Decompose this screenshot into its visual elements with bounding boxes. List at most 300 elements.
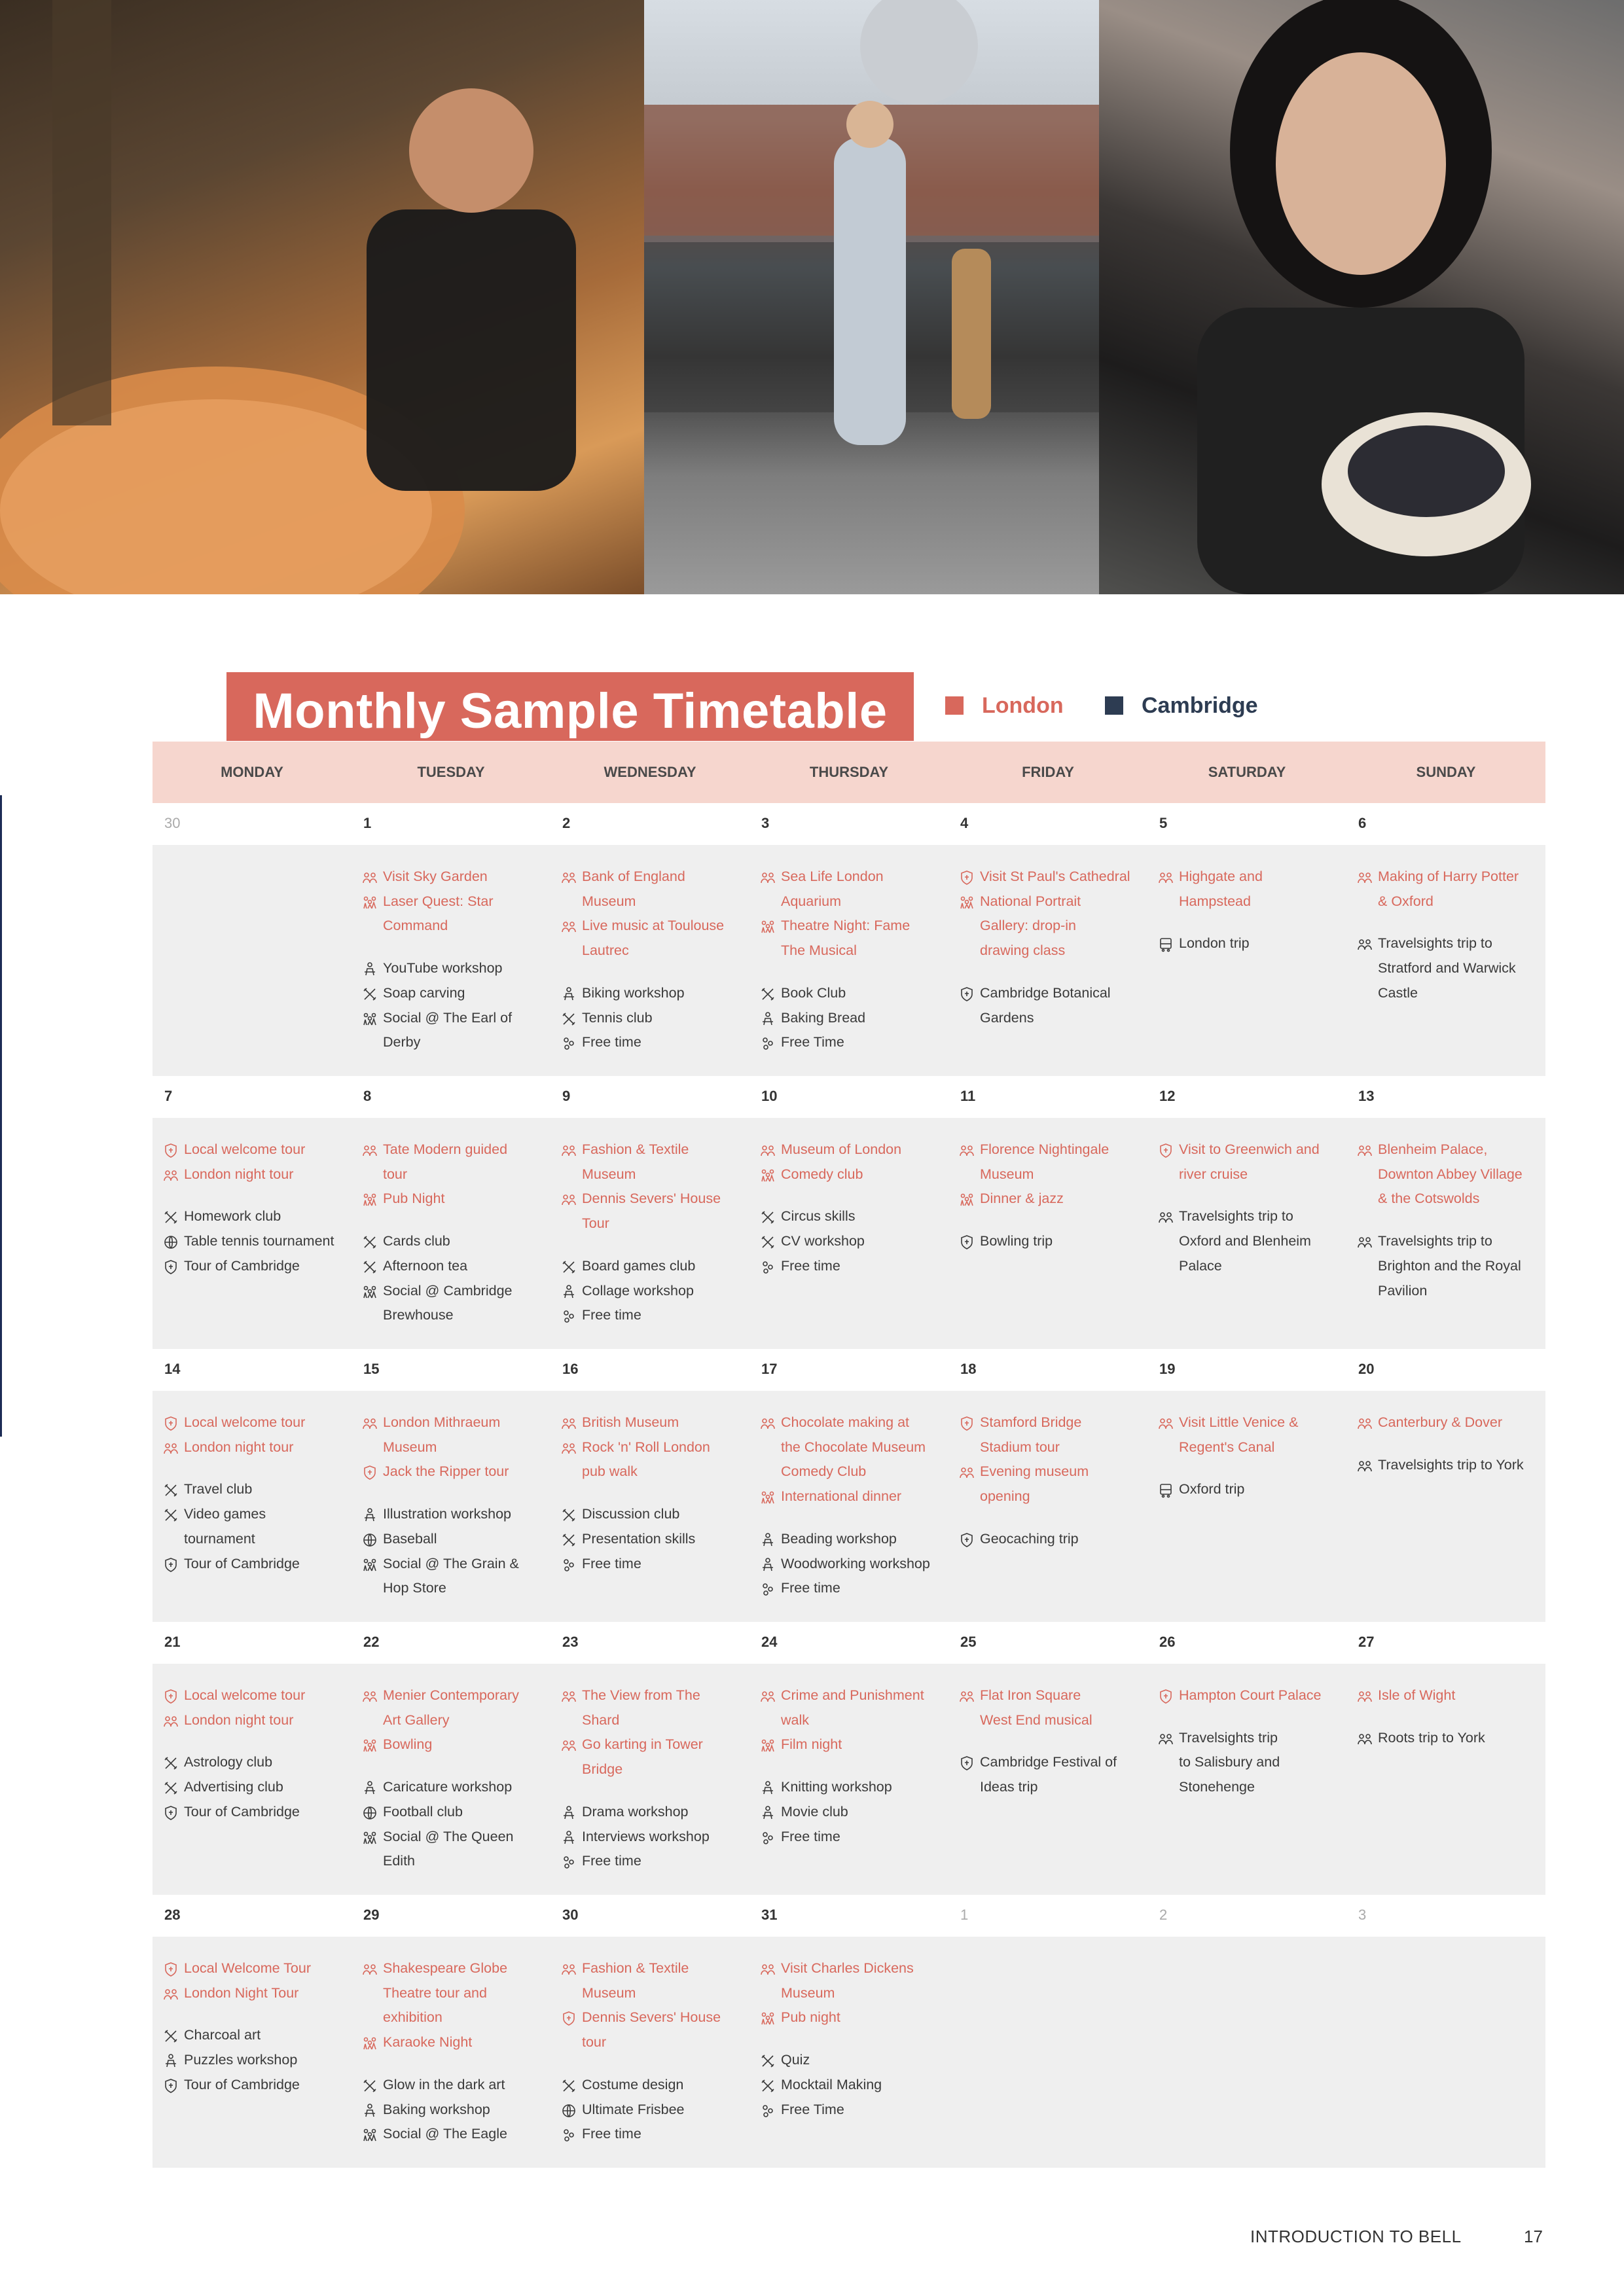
london-activity: [959, 1484, 1149, 1509]
cambridge-activity: [163, 2048, 353, 2073]
party-icon: [362, 1737, 378, 1753]
activity-list: [561, 1410, 751, 1576]
cambridge-activity: [362, 2073, 552, 2098]
activity-text: Film night: [781, 1736, 842, 1753]
london-activity: [1357, 1138, 1547, 1162]
cambridge-activity: [362, 1254, 552, 1279]
london-activity: [561, 1460, 751, 1484]
group-icon: [1158, 1209, 1174, 1225]
group-icon: [362, 1688, 378, 1704]
activity-text: Shard: [582, 1712, 620, 1728]
day-number: 20: [1358, 1361, 1375, 1377]
tools-icon: [561, 1011, 577, 1026]
london-activity: [760, 1435, 950, 1460]
cambridge-activity: [760, 1576, 950, 1601]
activity-text: Museum: [582, 893, 636, 909]
activity-text: Brighton and the Royal: [1378, 1257, 1521, 1274]
day-number: 10: [761, 1088, 778, 1104]
activity-text: Regent's Canal: [1179, 1439, 1275, 1455]
tools-icon: [362, 986, 378, 1001]
activity-text: Crime and Punishment: [781, 1687, 924, 1703]
activity-text: Karaoke Night: [383, 2034, 473, 2051]
activity-text: Command: [383, 918, 448, 934]
cambridge-activity: [959, 1750, 1149, 1775]
activity-list: [1357, 865, 1547, 1006]
activity-text: Free time: [781, 1257, 840, 1274]
free-time-icon: [760, 1829, 776, 1845]
activity-text: Evening museum: [980, 1463, 1089, 1480]
party-icon: [760, 1737, 776, 1753]
group-icon: [959, 1464, 975, 1480]
activity-list: [760, 1410, 950, 1601]
london-activity: [163, 1138, 353, 1162]
london-activity: [959, 1460, 1149, 1484]
activity-text: London trip: [1179, 935, 1250, 952]
activity-text: Pub night: [781, 2009, 840, 2026]
weekday-tuesday: TUESDAY: [417, 764, 485, 780]
london-activity: [760, 1162, 950, 1187]
cambridge-activity: [760, 1527, 950, 1552]
london-activity: [561, 1708, 751, 1733]
activity-text: tour: [383, 1166, 408, 1182]
crest-icon: [959, 1415, 975, 1431]
london-activity: [561, 1757, 751, 1782]
party-icon: [760, 918, 776, 934]
activity-text: Brewhouse: [383, 1307, 454, 1323]
london-activity: [362, 889, 552, 914]
activity-list: [959, 1410, 1149, 1552]
activity-text: Video games: [184, 1506, 266, 1522]
group-icon: [959, 1142, 975, 1158]
day-cell: [749, 1349, 948, 1622]
activity-text: Dennis Severs' House: [582, 2009, 721, 2026]
london-activity: [362, 1138, 552, 1162]
day-number: 12: [1159, 1088, 1176, 1104]
tools-icon: [760, 2053, 776, 2068]
activity-text: Cards club: [383, 1233, 450, 1249]
day-number: 2: [1159, 1907, 1168, 1923]
party-icon: [760, 1489, 776, 1505]
day-cell: [352, 1895, 550, 2168]
weekday-sunday: SUNDAY: [1416, 764, 1476, 780]
london-activity: [1158, 1435, 1348, 1460]
party-icon: [959, 1191, 975, 1207]
party-icon: [362, 894, 378, 910]
activity-text: exhibition: [383, 2009, 442, 2026]
cambridge-activity: [1158, 1477, 1348, 1502]
cambridge-activity: [362, 1775, 552, 1800]
activity-text: Art Gallery: [383, 1712, 450, 1728]
activity-text: Comedy Club: [781, 1463, 867, 1480]
group-icon: [362, 869, 378, 885]
day-cell: [550, 1895, 749, 2168]
activity-text: YouTube workshop: [383, 960, 503, 977]
london-activity: [163, 1410, 353, 1435]
activity-text: Bridge: [582, 1761, 623, 1778]
activity-text: & the Cotswolds: [1378, 1191, 1480, 1207]
page-edge-strip: [0, 795, 2, 1437]
activity-list: [959, 865, 1149, 1030]
cambridge-activity: [1158, 1750, 1348, 1775]
tools-icon: [163, 1507, 179, 1522]
activity-text: Circus skills: [781, 1208, 856, 1225]
london-activity: [1158, 865, 1348, 889]
activity-text: Flat Iron Square: [980, 1687, 1081, 1703]
london-activity: [163, 1708, 353, 1733]
crest-icon: [959, 986, 975, 1001]
london-activity: [163, 1981, 353, 2006]
activity-text: Museum: [980, 1166, 1034, 1182]
crest-icon: [959, 1234, 975, 1249]
london-activity: [1158, 1683, 1348, 1708]
day-cell: [153, 1076, 352, 1349]
cambridge-activity: [362, 2122, 552, 2147]
cambridge-activity: [1158, 1254, 1348, 1279]
london-activity: [561, 1211, 751, 1236]
free-time-icon: [561, 1035, 577, 1050]
workshop-icon: [362, 1780, 378, 1795]
day-number: 1: [363, 815, 372, 831]
activity-list: [163, 1410, 353, 1576]
london-activity: [760, 1956, 950, 1981]
activity-list: [1158, 1138, 1348, 1279]
day-number: 27: [1358, 1634, 1375, 1650]
london-activity: [959, 939, 1149, 963]
activity-text: Visit Sky Garden: [383, 869, 488, 884]
activity-text: Free time: [582, 1853, 641, 1869]
cambridge-activity: [362, 1576, 552, 1601]
group-icon: [163, 1986, 179, 2001]
london-activity: [959, 1187, 1149, 1211]
crest-icon: [163, 1259, 179, 1274]
tools-icon: [561, 2077, 577, 2093]
activity-text: Social @ The Queen: [383, 1828, 514, 1844]
activity-list: [561, 1683, 751, 1874]
activity-text: Pub Night: [383, 1191, 445, 1207]
cambridge-activity: [959, 1527, 1149, 1552]
group-icon: [163, 1167, 179, 1183]
activity-text: Travelsights trip to York: [1378, 1456, 1524, 1473]
activity-list: [163, 1138, 353, 1279]
activity-list: [362, 865, 552, 1055]
day-number: 6: [1358, 815, 1367, 831]
tools-icon: [163, 2028, 179, 2043]
ball-icon: [561, 2102, 577, 2118]
london-activity: [760, 889, 950, 914]
activity-text: International dinner: [781, 1488, 902, 1505]
activity-text: Canterbury & Dover: [1378, 1414, 1502, 1430]
crest-icon: [561, 2010, 577, 2026]
london-activity: [959, 1708, 1149, 1733]
day-number: 22: [363, 1634, 380, 1650]
activity-list: [959, 1683, 1149, 1800]
day-number: 15: [363, 1361, 380, 1377]
cambridge-activity: [163, 1527, 353, 1552]
london-activity: [362, 1460, 552, 1484]
activity-text: Free time: [781, 1828, 840, 1844]
london-activity: [760, 2005, 950, 2030]
activity-text: Gallery: drop-in: [980, 918, 1076, 934]
tools-icon: [362, 1234, 378, 1249]
activity-text: river cruise: [1179, 1166, 1248, 1182]
activity-text: Local welcome tour: [184, 1141, 306, 1157]
day-cell: [749, 803, 948, 1076]
london-activity: [1158, 1162, 1348, 1187]
day-number: 2: [562, 815, 571, 831]
activity-text: Tour of Cambridge: [184, 1555, 300, 1571]
activity-text: tournament: [184, 1530, 255, 1547]
activity-text: Woodworking workshop: [781, 1555, 930, 1571]
day-cell: [948, 1349, 1147, 1622]
london-activity: [760, 1410, 950, 1435]
activity-text: Oxford and Blenheim: [1179, 1233, 1311, 1249]
london-activity: [561, 1956, 751, 1981]
activity-text: Lautrec: [582, 942, 629, 959]
workshop-icon: [760, 1011, 776, 1026]
cambridge-swatch: [1105, 696, 1123, 715]
day-cell: [948, 1895, 1147, 2168]
day-number: 30: [164, 815, 181, 831]
london-activity: [760, 914, 950, 939]
activity-text: Blenheim Palace,: [1378, 1141, 1488, 1157]
london-activity: [760, 1460, 950, 1484]
london-activity: [561, 1683, 751, 1708]
cambridge-activity: [163, 1552, 353, 1577]
activity-text: Tour of Cambridge: [184, 2076, 300, 2092]
free-time-icon: [561, 1854, 577, 1869]
day-cell: [749, 1076, 948, 1349]
cambridge-activity: [760, 1552, 950, 1577]
day-cell: [550, 1076, 749, 1349]
day-number: 23: [562, 1634, 579, 1650]
london-activity: [362, 1956, 552, 1981]
activity-text: Live music at Toulouse: [582, 918, 725, 934]
cambridge-activity: [760, 1254, 950, 1279]
london-activity: [561, 1138, 751, 1162]
activity-text: Glow in the dark art: [383, 2076, 505, 2092]
cambridge-activity: [561, 1030, 751, 1055]
activity-text: Book Club: [781, 984, 846, 1001]
activity-text: Menier Contemporary: [383, 1687, 519, 1703]
day-number: 4: [960, 815, 969, 831]
activity-text: Illustration workshop: [383, 1506, 511, 1522]
activity-text: Gardens: [980, 1009, 1034, 1026]
activity-text: Knitting workshop: [781, 1779, 892, 1795]
cambridge-activity: [362, 1006, 552, 1031]
activity-text: Museum: [582, 1984, 636, 2001]
weekday-monday: MONDAY: [221, 764, 283, 780]
activity-text: Ideas trip: [980, 1779, 1038, 1795]
london-activity: [1357, 1162, 1547, 1187]
activity-text: Local welcome tour: [184, 1414, 306, 1430]
photo-street-food-chef: [0, 0, 644, 594]
weekday-header: [153, 742, 1545, 803]
bus-icon: [1158, 936, 1174, 952]
group-icon: [561, 869, 577, 885]
weekday-friday: FRIDAY: [1022, 764, 1074, 780]
group-icon: [561, 918, 577, 934]
day-number: 11: [960, 1088, 976, 1104]
london-activity: [163, 1162, 353, 1187]
activity-text: Shakespeare Globe: [383, 1960, 508, 1976]
activity-list: [1158, 1410, 1348, 1502]
crest-icon: [163, 1142, 179, 1158]
activity-text: Board games club: [582, 1257, 696, 1274]
workshop-icon: [760, 1556, 776, 1572]
crest-icon: [959, 1755, 975, 1770]
activity-text: Beading workshop: [781, 1530, 897, 1547]
activity-text: Baking Bread: [781, 1009, 866, 1026]
london-activity: [959, 1435, 1149, 1460]
london-activity: [561, 865, 751, 889]
party-icon: [959, 894, 975, 910]
workshop-icon: [760, 1532, 776, 1547]
activity-text: Quiz: [781, 2052, 810, 2068]
london-activity: [163, 1956, 353, 1981]
free-time-icon: [561, 2126, 577, 2142]
activity-text: Cambridge Botanical: [980, 984, 1111, 1001]
activity-text: Movie club: [781, 1803, 848, 1820]
activity-text: Dennis Severs' House: [582, 1191, 721, 1207]
activity-text: Travel club: [184, 1481, 253, 1498]
weekday-thursday: THURSDAY: [809, 764, 889, 780]
day-number: 1: [960, 1907, 969, 1923]
activity-list: [760, 1956, 950, 2122]
party-icon: [362, 1283, 378, 1299]
legend-london-label: London: [982, 692, 1064, 718]
activity-text: pub walk: [582, 1463, 638, 1480]
day-number: 30: [562, 1907, 579, 1923]
london-activity: [1357, 889, 1547, 914]
group-icon: [561, 1737, 577, 1753]
activity-text: Interviews workshop: [582, 1828, 710, 1844]
cambridge-activity: [561, 981, 751, 1006]
activity-text: Visit to Greenwich and: [1179, 1141, 1320, 1157]
legend-cambridge: [1105, 687, 1258, 724]
day-number: 21: [164, 1634, 181, 1650]
activity-text: Afternoon tea: [383, 1257, 468, 1274]
activity-list: [561, 865, 751, 1055]
activity-text: Cambridge Festival of: [980, 1754, 1117, 1770]
activity-text: Bowling: [383, 1736, 433, 1753]
activity-text: London night tour: [184, 1166, 294, 1182]
group-icon: [561, 1415, 577, 1431]
crest-icon: [959, 869, 975, 885]
cambridge-activity: [163, 1502, 353, 1527]
cambridge-activity: [760, 2098, 950, 2123]
workshop-icon: [760, 1780, 776, 1795]
activity-text: Travelsights trip to: [1378, 1233, 1492, 1249]
cambridge-activity: [362, 1303, 552, 1328]
crest-icon: [163, 1961, 179, 1977]
header-photos: [0, 0, 1624, 594]
photo-woman-eating: [1099, 0, 1624, 594]
cambridge-activity: [1158, 1726, 1348, 1751]
activity-text: Museum: [582, 1166, 636, 1182]
day-number: 19: [1159, 1361, 1176, 1377]
calendar-week: [153, 1076, 1545, 1349]
group-icon: [561, 1688, 577, 1704]
activity-text: Geocaching trip: [980, 1530, 1079, 1547]
day-number: 3: [1358, 1907, 1367, 1923]
london-activity: [1357, 1187, 1547, 1211]
day-cell: [1346, 803, 1545, 1076]
group-icon: [1158, 1731, 1174, 1746]
day-cell: [352, 1349, 550, 1622]
cambridge-activity: [1158, 1229, 1348, 1254]
day-cell: [948, 803, 1147, 1076]
day-cell: [1346, 1076, 1545, 1349]
activity-text: Tour of Cambridge: [184, 1803, 300, 1820]
activity-text: Costume design: [582, 2076, 684, 2092]
cambridge-activity: [561, 1006, 751, 1031]
activity-text: Roots trip to York: [1378, 1729, 1485, 1746]
cambridge-activity: [1357, 1726, 1547, 1751]
london-activity: [959, 1138, 1149, 1162]
workshop-icon: [362, 961, 378, 977]
party-icon: [362, 1191, 378, 1207]
activity-text: Puzzles workshop: [184, 2052, 298, 2068]
activity-text: Travelsights trip: [1179, 1729, 1278, 1746]
activity-text: Rock 'n' Roll London: [582, 1439, 710, 1455]
activity-text: Social @ The Earl of: [383, 1009, 513, 1026]
cambridge-activity: [362, 981, 552, 1006]
cambridge-activity: [561, 2122, 751, 2147]
activity-text: Stonehenge: [1179, 1779, 1255, 1795]
activity-text: Baseball: [383, 1530, 437, 1547]
group-icon: [1357, 1415, 1373, 1431]
activity-text: Bowling trip: [980, 1233, 1053, 1249]
free-time-icon: [760, 2102, 776, 2118]
london-activity: [362, 1162, 552, 1187]
tools-icon: [760, 2077, 776, 2093]
cambridge-activity: [760, 1825, 950, 1850]
activity-text: Theatre tour and: [383, 1984, 487, 2001]
day-number: 25: [960, 1634, 977, 1650]
london-activity: [1158, 889, 1348, 914]
group-icon: [1357, 1234, 1373, 1249]
ball-icon: [163, 1234, 179, 1249]
cambridge-activity: [760, 1006, 950, 1031]
activity-text: Social @ The Eagle: [383, 2126, 507, 2142]
activity-text: Drama workshop: [582, 1803, 689, 1820]
london-activity: [561, 914, 751, 939]
activity-list: [1357, 1138, 1547, 1303]
london-activity: [1158, 1410, 1348, 1435]
party-icon: [760, 1167, 776, 1183]
free-time-icon: [760, 1259, 776, 1274]
day-cell: [1346, 1895, 1545, 2168]
activity-text: Social @ The Grain &: [383, 1555, 519, 1571]
crest-icon: [163, 1688, 179, 1704]
activity-text: Soap carving: [383, 984, 465, 1001]
london-activity: [760, 939, 950, 963]
day-number: 5: [1159, 815, 1168, 831]
activity-text: Chocolate making at: [781, 1414, 909, 1430]
tools-icon: [760, 1209, 776, 1225]
group-icon: [163, 1440, 179, 1456]
group-icon: [1357, 869, 1373, 885]
london-activity: [959, 889, 1149, 914]
day-cell: [153, 1622, 352, 1895]
workshop-icon: [561, 1804, 577, 1820]
legend-london: [945, 687, 1064, 724]
activity-text: Tour of Cambridge: [184, 1257, 300, 1274]
group-icon: [362, 1415, 378, 1431]
group-icon: [1357, 1731, 1373, 1746]
activity-text: British Museum: [582, 1414, 679, 1430]
activity-text: Football club: [383, 1803, 463, 1820]
